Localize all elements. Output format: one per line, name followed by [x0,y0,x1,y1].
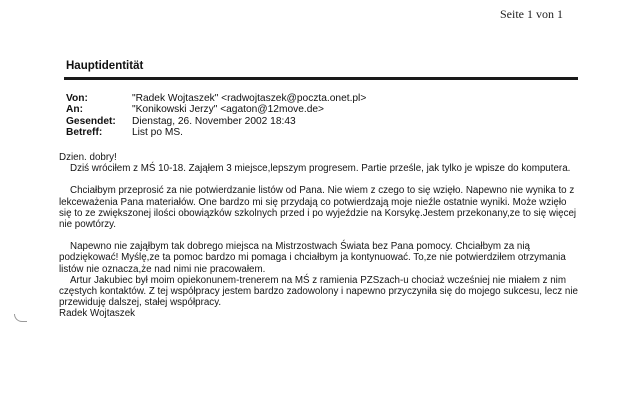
subject-row [66,127,366,138]
sent-label: Gesendet: [66,115,116,127]
from-row [66,93,366,104]
header-divider [64,77,578,80]
from-label: Von: [66,93,88,104]
page-indicator: Seite 1 von 1 [500,7,563,21]
sent-row [66,116,366,127]
subject-label: Betreff: [66,126,103,138]
to-label: An: [66,104,83,116]
sent-value: Dienstag, 26. November 2002 18:43 [132,115,296,127]
body-paragraph: Dziś wróciłem z MŚ 10-18. Zająłem 3 miejsce,lepszym progresem. Partie prześle, jak tylko je wpisze do komputera. [70,163,571,175]
from-value: "Radek Wojtaszek" <radwojtaszek@poczta.onet.pl> [132,93,367,104]
greeting: Dzien. dobry! [59,152,117,163]
signature: Radek Wojtaszek [59,308,136,320]
subject-value: List po MS. [132,126,183,138]
body-paragraph: Napewno nie zająłbym tak dobrego miejsca na Mistrzostwach Świata bez Pana pomocy. Chciałbym za nią podziękować! Myślę,ze ta pomoc bardzo mi pomaga i chciałbym ja kontynuować. To,ze nie potwierdziłem otrzymania listów nie oznacza,że nad nimi nie pracowałem. [59,241,566,275]
email-header [66,93,366,138]
section-title: Hauptidentität [66,60,144,72]
email-body [59,152,579,320]
body-paragraph: Chciałbym przeprosić za nie potwierdzanie listów od Pana. Nie wiem z czego to się wzięło. Napewno nie wynika to z lekceważenia Pana materiałów. One bardzo mi się przydają co potwierdzają moje nieźle ostatnie wyniki. Może wzięło się to ze zwiększonej ilości obowiązków szkolnych przed i po wyjeździe na Korsykę.Jestem przekonany,ze to się więcej nie powtórzy. [59,185,577,231]
to-row [66,104,366,115]
scan-margin-mark [14,314,27,322]
body-paragraph: Artur Jakubiec był moim opiekonunem-trenerem na MŚ z ramienia PZSzach-u chociaż wcześniej nie miałem z nim częstych kontaktów. Z tej współpracy jestem bardzo zadowolony i napewno przyczyniła się do mojego sukcesu, lecz nie przewiduję dalszej, stałej współpracy. [59,274,578,309]
to-value: "Konikowski Jerzy" <agaton@12move.de> [132,104,324,116]
